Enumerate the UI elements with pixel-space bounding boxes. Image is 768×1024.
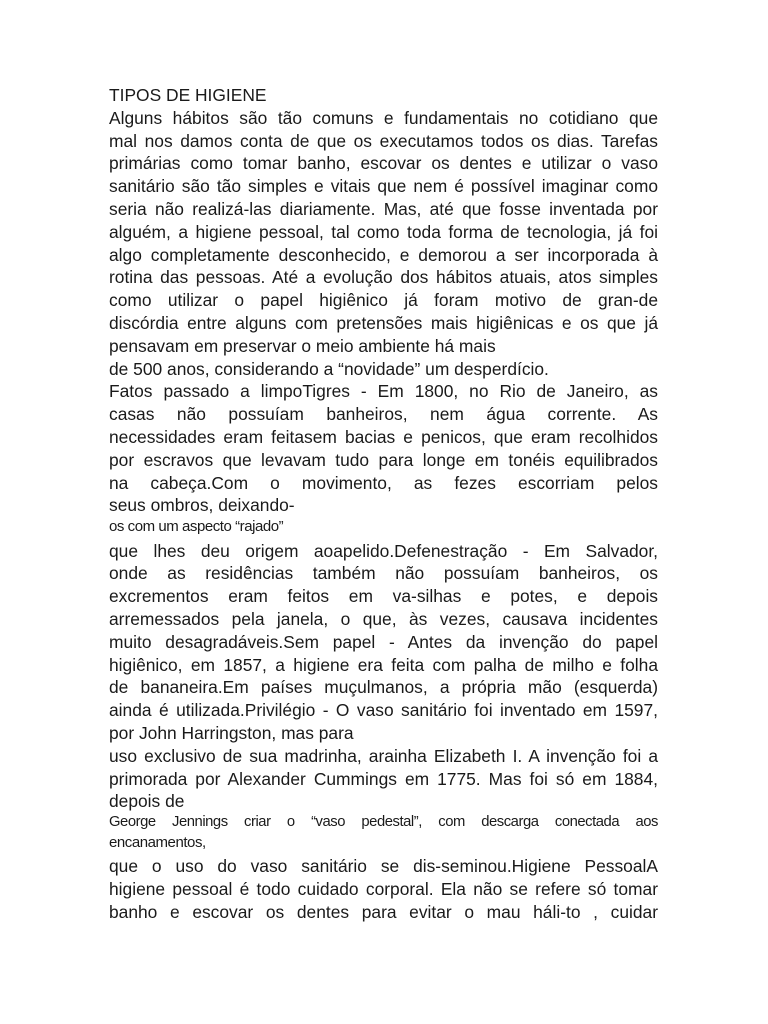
text-line: seria não realizá-las diariamente. Mas, até que fosse inventada por bbox=[109, 198, 658, 219]
text-line: muito desagradáveis.Sem papel - Antes da invenção do papel bbox=[109, 631, 658, 652]
text-line: sanitário são tão simples e vitais que nem é possível imaginar como bbox=[109, 176, 658, 197]
text-line-small: George Jennings criar o “vaso pedestal”, com descarga conectada aos bbox=[109, 814, 658, 831]
text-line: ainda é utilizada.Privilégio - O vaso sanitário foi inventado em 1597, bbox=[109, 700, 658, 721]
text-line: de 500 anos, considerando a “novidade” um desperdício. bbox=[109, 358, 549, 379]
text-line: por escravos que levavam tudo para longe em tonéis equilibrados bbox=[109, 449, 658, 470]
text-line: alguém, a higiene pessoal, tal como toda forma de tecnologia, já foi bbox=[109, 221, 658, 242]
text-line-small: os com um aspecto “rajado” bbox=[109, 518, 284, 536]
text-line: como utilizar o papel higiênico já foram motivo de gran-de bbox=[109, 290, 658, 311]
text-line: pensavam em preservar o meio ambiente há mais bbox=[109, 335, 496, 356]
text-line: higiene pessoal é todo cuidado corporal. Ela não se refere só tomar bbox=[109, 879, 658, 899]
text-line: algo completamente desconhecido, e demorou a ser incorporada à bbox=[109, 244, 658, 265]
text-line: seus ombros, deixando- bbox=[109, 495, 295, 516]
text-line: uso exclusivo de sua madrinha, arainha Elizabeth I. A invenção foi a bbox=[109, 745, 658, 766]
text-line: necessidades eram feitasem bacias e penicos, que eram recolhidos bbox=[109, 426, 658, 447]
text-line: excrementos eram feitos em va-silhas e potes, e depois bbox=[109, 586, 658, 607]
text-line: Fatos passado a limpoTigres - Em 1800, no Rio de Janeiro, as bbox=[109, 381, 658, 402]
text-line: higiênico, em 1857, a higiene era feita com palha de milho e folha bbox=[109, 654, 658, 675]
text-line: casas não possuíam banheiros, nem água corrente. As bbox=[109, 404, 658, 425]
document-page bbox=[109, 84, 658, 924]
text-line: por John Harringston, mas para bbox=[109, 723, 354, 744]
text-line: depois de bbox=[109, 791, 185, 812]
text-line-small: encanamentos, bbox=[109, 833, 206, 851]
text-line: banho e escovar os dentes para evitar o mau háli-to , cuidar bbox=[109, 901, 658, 922]
text-line: rotina das pessoas. Até a evolução dos hábitos atuais, atos simples bbox=[109, 267, 658, 288]
text-line: Alguns hábitos são tão comuns e fundamentais no cotidiano que bbox=[109, 107, 658, 128]
text-line: discórdia entre alguns com pretensões mais higiênicas e os que já bbox=[109, 312, 658, 333]
text-line: que lhes deu origem aoapelido.Defenestração - Em Salvador, bbox=[109, 540, 658, 561]
text-line: primorada por Alexander Cummings em 1775. Mas foi só em 1884, bbox=[109, 768, 658, 789]
text-line: primárias como tomar banho, escovar os dentes e utilizar o vaso bbox=[109, 153, 658, 174]
text-line: de bananeira.Em países muçulmanos, a própria mão (esquerda) bbox=[109, 677, 658, 698]
text-line: que o uso do vaso sanitário se dis-seminou.Higiene PessoalA bbox=[109, 856, 658, 877]
text-line: onde as residências também não possuíam banheiros, os bbox=[109, 563, 658, 584]
document-title: TIPOS DE HIGIENE bbox=[109, 85, 267, 105]
text-line: arremessados pela janela, o que, às vezes, causava incidentes bbox=[109, 609, 658, 630]
text-line: na cabeça.Com o movimento, as fezes escorriam pelos bbox=[109, 472, 658, 493]
text-line: mal nos damos conta de que os executamos todos os dias. Tarefas bbox=[109, 130, 658, 151]
